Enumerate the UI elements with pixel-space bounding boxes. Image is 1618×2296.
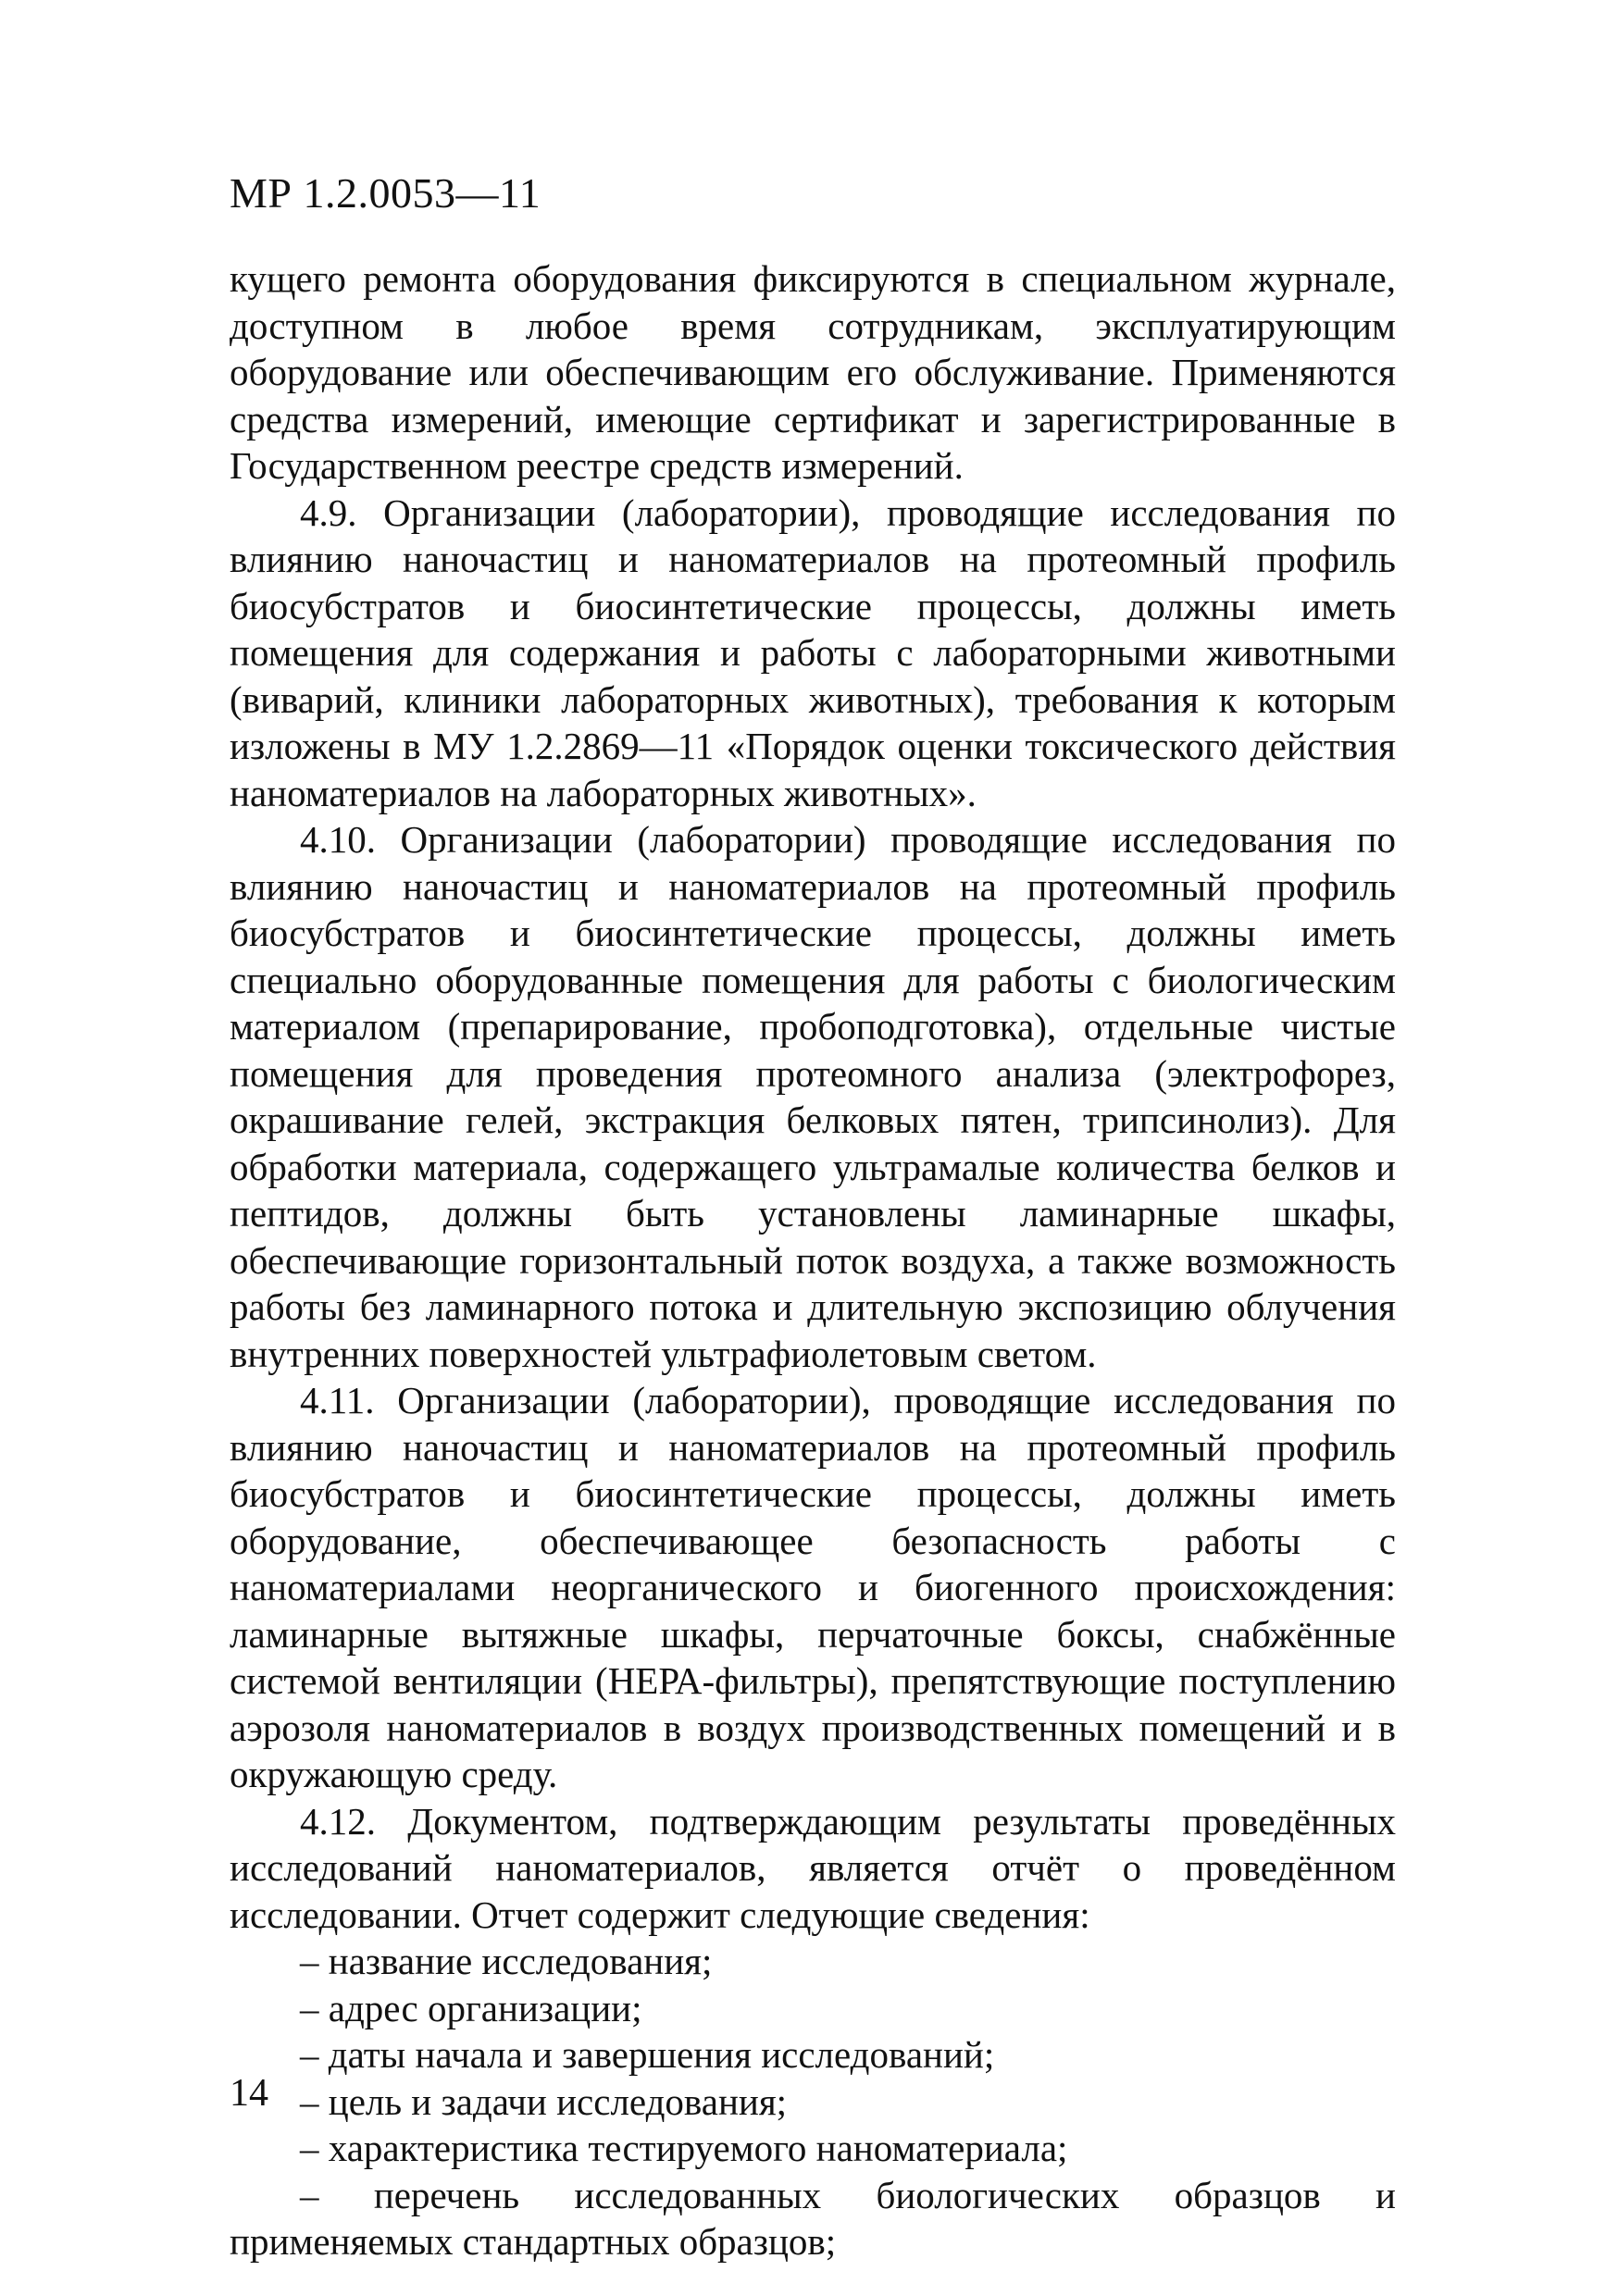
document-code-header: МР 1.2.0053—11 xyxy=(230,169,541,217)
document-body xyxy=(230,255,1396,2265)
report-contents-list xyxy=(230,1938,1396,2265)
page-number: 14 xyxy=(230,2072,268,2115)
paragraph-4-9: 4.9. Организации (лаборатории), проводящие исследования по влиянию наночастиц и наноматериалов на протеомный профиль биосубстратов и биосинтетические процессы, должны иметь помещения для содержания и работы с лабораторными животными (виварий, клиники лабораторных животных), требования к которым изложены в МУ 1.2.2869—11 «Порядок оценки токсического действия наноматериалов на лабораторных животных». xyxy=(230,490,1396,814)
list-item: – характеристика тестируемого наноматериала; xyxy=(300,2127,1068,2169)
list-item: – перечень исследованных биологических образцов и применяемых стандартных образцов; xyxy=(230,2173,1396,2263)
list-item: – цель и задачи исследования; xyxy=(300,2079,788,2123)
paragraph-continuation: кущего ремонта оборудования фиксируются в специальном журнале, доступном в любое время сотрудникам, эксплуатирующим оборудование или обеспечивающим его обслуживание. Применяются средства измерений, имеющие сертификат и зарегистрированные в Государственном реестре средств измерений. xyxy=(230,257,1396,487)
paragraph-4-12: 4.12. Документом, подтверждающим результаты проведённых исследований наноматериалов, является отчёт о проведённом исследовании. Отчет содержит следующие сведения: xyxy=(230,1799,1396,1936)
list-item: – даты начала и завершения исследований; xyxy=(300,2033,995,2076)
list-item: – адрес организации; xyxy=(300,1986,642,2029)
paragraph-4-11: 4.11. Организации (лаборатории), проводящие исследования по влиянию наночастиц и наноматериалов на протеомный профиль биосубстратов и биосинтетические процессы, должны иметь оборудование, обеспечивающее безопасность работы с наноматериалами неорганического и биогенного происхождения: ламинарные вытяжные шкафы, перчаточные боксы, снабжённые системой вентиляции (НЕРА-фильтры), препятствующие поступлению аэрозоля наноматериалов в воздух производственных помещений и в окружающую среду. xyxy=(230,1379,1396,1795)
list-item: – название исследования; xyxy=(300,1940,713,1982)
paragraph-4-10: 4.10. Организации (лаборатории) проводящие исследования по влиянию наночастиц и наноматериалов на протеомный профиль биосубстратов и биосинтетические процессы, должны иметь специально оборудованные помещения для работы с биологическим материалом (препарирование, пробоподготовка), отдельные чистые помещения для проведения протеомного анализа (электрофорез, окрашивание гелей, экстракция белковых пятен, трипсинолиз). Для обработки материала, содержащего ультрамалые количества белков и пептидов, должны быть установлены ламинарные шкафы, обеспечивающие горизонтальный поток воздуха, а также возможность работы без ламинарного потока и длительную экспозицию облучения внутренних поверхностей ультрафиолетовым светом. xyxy=(230,818,1396,1375)
